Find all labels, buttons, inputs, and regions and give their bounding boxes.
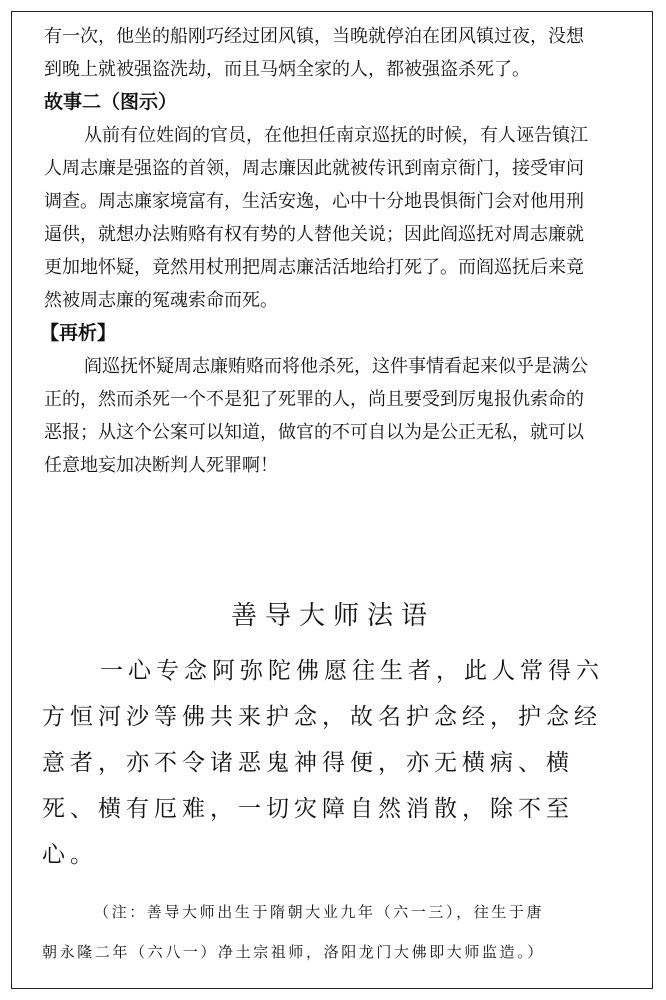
story2-heading-sub: （图示） <box>101 91 178 113</box>
analysis-line-4: 任意地妄加决断判人死罪啊！ <box>44 455 278 476</box>
dharma-line-4: 死、横有厄难，一切灾障自然消散，除不至 <box>42 796 574 822</box>
story2-line-6: 然被周志廉的冤魂索命而死。 <box>44 290 278 311</box>
dharma-line-2: 方恒河沙等佛共来护念，故名护念经，护念经 <box>42 704 602 730</box>
footnote-line-2: 朝永隆二年（六八一）净土宗祖师，洛阳龙门大佛即大师监造。） <box>42 943 545 961</box>
page-frame <box>11 11 653 989</box>
dharma-line-5: 心。 <box>42 842 98 868</box>
dharma-line-1: 一心专念阿弥陀佛愿往生者，此人常得六 <box>100 658 604 684</box>
story2-line-5: 更加地怀疑，竟然用杖刑把周志廉活活地给打死了。而阎巡抚后来竟 <box>44 257 584 278</box>
dharma-text <box>42 648 642 878</box>
analysis-heading <box>40 317 654 350</box>
story2-line-4: 逼供，就想办法贿赂有权有势的人替他关说；因此阎巡抚对周志廉就 <box>44 224 584 245</box>
story2-line-2: 人周志廉是强盗的首领，周志廉因此就被传讯到南京衙门，接受审问 <box>44 158 584 179</box>
story2-heading <box>44 86 654 119</box>
story2-line-1: 从前有位姓阎的官员，在他担任南京巡抚的时候，有人诬告镇江 <box>84 125 588 146</box>
dharma-title: 善导大师法语 <box>230 601 435 631</box>
analysis-line-1: 阎巡抚怀疑周志廉贿赂而将他杀死，这件事情看起来似乎是满公 <box>84 356 588 377</box>
dharma-line-3: 意者，亦不令诸恶鬼神得便，亦无横病、横 <box>42 750 574 776</box>
story-section <box>40 20 654 482</box>
analysis-heading-text: 【再析】 <box>40 322 117 344</box>
story2-line-3: 调查。周志廉家境富有，生活安逸，心中十分地畏惧衙门会对他用刑 <box>44 191 584 212</box>
footnote <box>42 892 642 972</box>
story2-heading-text: 故事二 <box>44 91 102 113</box>
story-intro-line-1: 有一次，他坐的船刚巧经过团风镇，当晚就停泊在团风镇过夜，没想 <box>44 26 584 47</box>
analysis-line-3: 恶报；从这个公案可以知道，做官的不可自以为是公正无私，就可以 <box>44 422 584 443</box>
story-intro-line-2: 到晚上就被强盗洗劫，而且马炳全家的人，都被强盗杀死了。 <box>44 59 530 80</box>
analysis-line-2: 正的，然而杀死一个不是犯了死罪的人，尚且要受到厉鬼报仇索命的 <box>44 389 584 410</box>
footnote-line-1: （注：善导大师出生于隋朝大业九年（六一三），往生于唐 <box>94 903 545 921</box>
